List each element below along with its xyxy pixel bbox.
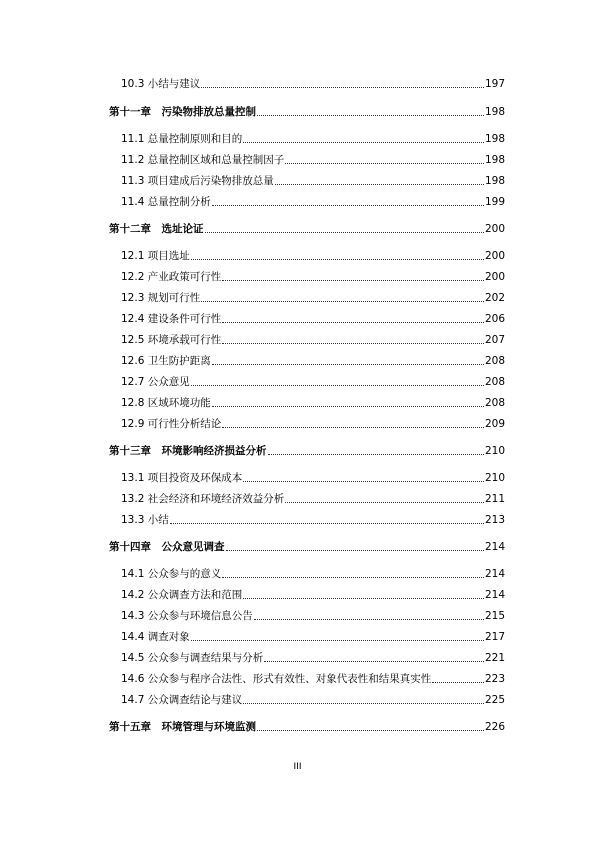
leader-dots xyxy=(212,205,484,206)
toc-entry-label: 12.9 可行性分析结论 xyxy=(121,418,222,430)
toc-entry[interactable] xyxy=(109,269,505,285)
leader-dots xyxy=(432,682,484,683)
toc-entry[interactable] xyxy=(109,353,505,369)
toc-chapter[interactable] xyxy=(109,221,505,237)
toc-entry[interactable] xyxy=(109,311,505,327)
toc-entry[interactable] xyxy=(109,76,505,92)
toc-chapter[interactable] xyxy=(109,443,505,459)
toc-entry-page: 209 xyxy=(484,418,505,430)
toc-chapter[interactable] xyxy=(109,104,505,120)
leader-dots xyxy=(222,427,484,428)
toc-entry[interactable] xyxy=(109,416,505,432)
leader-dots xyxy=(212,406,484,407)
toc-entry-label: 14.7 公众调查结论与建议 xyxy=(121,694,243,706)
toc-entry-label: 12.3 规划可行性 xyxy=(121,292,201,304)
toc-entry-label: 11.1 总量控制原则和目的 xyxy=(121,133,243,145)
page-number: III xyxy=(293,762,302,772)
toc-entry-page: 198 xyxy=(484,133,505,145)
toc-entry[interactable] xyxy=(109,152,505,168)
toc-entry-label: 14.6 公众参与程序合法性、形式有效性、对象代表性和结果真实性 xyxy=(121,673,432,685)
toc-entry-page: 208 xyxy=(484,355,505,367)
toc-entry[interactable] xyxy=(109,173,505,189)
toc-entry[interactable] xyxy=(109,512,505,528)
toc-entry[interactable] xyxy=(109,374,505,390)
leader-dots xyxy=(285,502,484,503)
leader-dots xyxy=(226,550,484,551)
toc-chapter-page: 200 xyxy=(484,223,505,235)
toc-entry-label: 13.3 小结 xyxy=(121,514,169,526)
toc-entry[interactable] xyxy=(109,692,505,708)
toc-chapter[interactable] xyxy=(109,539,505,555)
toc-entry[interactable] xyxy=(109,395,505,411)
toc-entry[interactable] xyxy=(109,332,505,348)
toc-entry-label: 12.6 卫生防护距离 xyxy=(121,355,211,367)
toc-entry-label: 12.8 区域环境功能 xyxy=(121,397,211,409)
toc-chapter-page: 226 xyxy=(484,721,505,733)
toc-entry-label: 14.4 调查对象 xyxy=(121,631,190,643)
toc-entry-page: 206 xyxy=(484,313,505,325)
toc-entry-label: 14.2 公众调查方法和范围 xyxy=(121,589,243,601)
toc-entry-label: 11.4 总量控制分析 xyxy=(121,196,211,208)
leader-dots xyxy=(264,661,484,662)
toc-entry-page: 217 xyxy=(484,631,505,643)
toc-entry-page: 200 xyxy=(484,271,505,283)
toc-entry[interactable] xyxy=(109,248,505,264)
toc-chapter-label: 第十三章 环境影响经济损益分析 xyxy=(109,445,267,457)
leader-dots xyxy=(201,301,484,302)
toc-chapter-label: 第十二章 选址论证 xyxy=(109,223,204,235)
leader-dots xyxy=(275,184,484,185)
toc-entry-page: 208 xyxy=(484,397,505,409)
toc-entry-page: 210 xyxy=(484,472,505,484)
leader-dots xyxy=(285,163,484,164)
toc-entry-page: 221 xyxy=(484,652,505,664)
toc-entry[interactable] xyxy=(109,587,505,603)
toc-entry[interactable] xyxy=(109,566,505,582)
toc-entry-label: 14.3 公众参与环境信息公告 xyxy=(121,610,253,622)
leader-dots xyxy=(201,87,484,88)
toc-entry-label: 12.7 公众意见 xyxy=(121,376,190,388)
toc-entry[interactable] xyxy=(109,671,505,687)
toc-entry[interactable] xyxy=(109,491,505,507)
toc-entry-label: 10.3 小结与建议 xyxy=(121,78,201,90)
leader-dots xyxy=(254,619,484,620)
toc-entry[interactable] xyxy=(109,608,505,624)
toc-entry-page: 214 xyxy=(484,589,505,601)
toc-entry-label: 13.1 项目投资及环保成本 xyxy=(121,472,243,484)
toc-entry-label: 13.2 社会经济和环境经济效益分析 xyxy=(121,493,285,505)
toc-entry-page: 214 xyxy=(484,568,505,580)
toc-entry-label: 12.5 环境承载可行性 xyxy=(121,334,222,346)
toc-entry-label: 12.4 建设条件可行性 xyxy=(121,313,222,325)
toc-entry[interactable] xyxy=(109,290,505,306)
toc-entry-page: 207 xyxy=(484,334,505,346)
toc-entry-page: 200 xyxy=(484,250,505,262)
leader-dots xyxy=(257,115,484,116)
toc-entry-label: 14.1 公众参与的意义 xyxy=(121,568,222,580)
toc-entry-page: 223 xyxy=(484,673,505,685)
toc-entry[interactable] xyxy=(109,629,505,645)
leader-dots xyxy=(257,730,484,731)
toc-entry-page: 199 xyxy=(484,196,505,208)
leader-dots xyxy=(222,577,484,578)
leader-dots xyxy=(222,280,484,281)
toc-chapter-label: 第十五章 环境管理与环境监测 xyxy=(109,721,256,733)
leader-dots xyxy=(222,343,484,344)
toc-entry-page: 198 xyxy=(484,175,505,187)
toc-chapter-label: 第十四章 公众意见调查 xyxy=(109,541,225,553)
leader-dots xyxy=(243,703,484,704)
leader-dots xyxy=(170,523,484,524)
toc-chapter-page: 210 xyxy=(484,445,505,457)
toc-entry-label: 11.2 总量控制区域和总量控制因子 xyxy=(121,154,285,166)
toc-entry-page: 215 xyxy=(484,610,505,622)
toc-entry-page: 213 xyxy=(484,514,505,526)
leader-dots xyxy=(191,385,484,386)
toc-entry-label: 11.3 项目建成后污染物排放总量 xyxy=(121,175,274,187)
toc-entry-label: 12.2 产业政策可行性 xyxy=(121,271,222,283)
toc-entry-label: 12.1 项目选址 xyxy=(121,250,190,262)
toc-entry[interactable] xyxy=(109,194,505,210)
leader-dots xyxy=(191,640,484,641)
toc-entry[interactable] xyxy=(109,131,505,147)
toc-chapter-page: 198 xyxy=(484,106,505,118)
leader-dots xyxy=(243,598,484,599)
toc-entry[interactable] xyxy=(109,470,505,486)
toc-entry-label: 14.5 公众参与调查结果与分析 xyxy=(121,652,264,664)
leader-dots xyxy=(243,142,484,143)
toc-entry[interactable] xyxy=(109,650,505,666)
leader-dots xyxy=(222,322,484,323)
toc-entry-page: 198 xyxy=(484,154,505,166)
leader-dots xyxy=(243,481,484,482)
toc-entry-page: 211 xyxy=(484,493,505,505)
toc-entry-page: 208 xyxy=(484,376,505,388)
toc-chapter-label: 第十一章 污染物排放总量控制 xyxy=(109,106,256,118)
toc-entry-page: 202 xyxy=(484,292,505,304)
leader-dots xyxy=(268,454,484,455)
toc-chapter[interactable] xyxy=(109,719,505,735)
leader-dots xyxy=(205,232,484,233)
toc-chapter-page: 214 xyxy=(484,541,505,553)
toc-entry-page: 225 xyxy=(484,694,505,706)
leader-dots xyxy=(191,259,484,260)
leader-dots xyxy=(212,364,484,365)
toc-entry-page: 197 xyxy=(484,78,505,90)
